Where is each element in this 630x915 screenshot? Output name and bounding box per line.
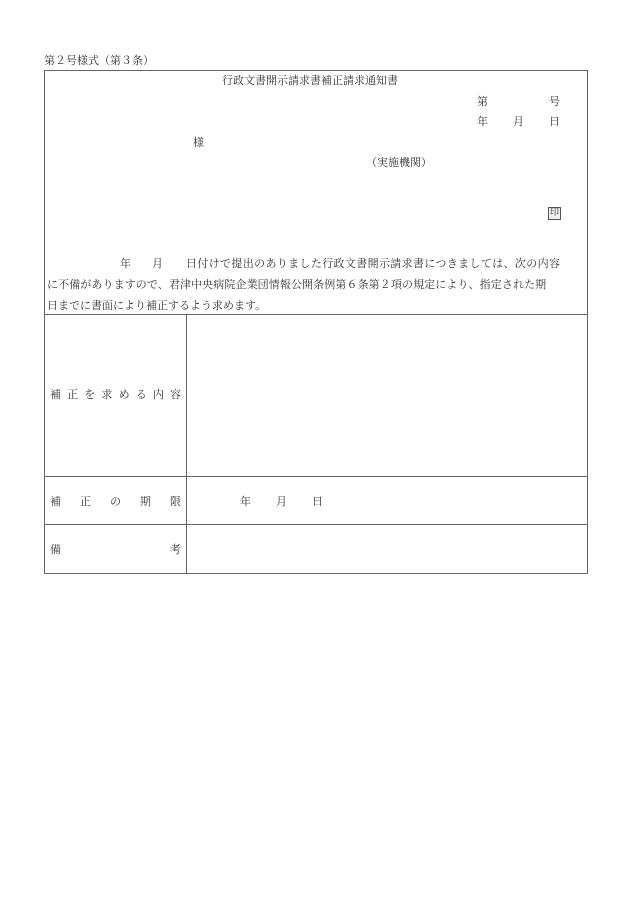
form-label: 第２号様式（第３条） xyxy=(44,54,154,67)
body-year: 年 xyxy=(120,257,131,270)
body-line1-text: 日付けで提出のありました行政文書開示請求書につきましては、次の内容 xyxy=(186,257,561,270)
seal-icon: 印 xyxy=(549,208,559,218)
recipient-suffix: 様 xyxy=(193,136,204,149)
row-divider-1 xyxy=(44,476,587,477)
body-month: 月 xyxy=(152,257,163,270)
date-year: 年 xyxy=(477,115,488,128)
row-divider-2 xyxy=(44,524,587,525)
deadline-year: 年 xyxy=(240,495,251,508)
table-top-divider xyxy=(44,314,587,315)
number-prefix: 第 xyxy=(477,95,488,108)
number-suffix: 号 xyxy=(549,95,560,108)
label-remarks: 備 考 xyxy=(50,543,181,556)
label-correction-content: 補 正 を 求 め る 内 容 xyxy=(50,388,181,401)
deadline-month: 月 xyxy=(276,495,287,508)
correction-content-field[interactable] xyxy=(188,316,585,475)
document-title: 行政文書開示請求書補正請求通知書 xyxy=(222,74,398,87)
body-line3: 日までに書面により補正するよう求めます。 xyxy=(47,299,267,312)
column-divider xyxy=(186,314,187,573)
date-month: 月 xyxy=(513,115,524,128)
agency-label: （実施機関） xyxy=(366,156,432,169)
deadline-day: 日 xyxy=(312,495,323,508)
body-line2: に不備がありますので、君津中央病院企業団情報公開条例第６条第２項の規定により、指定された期 xyxy=(47,278,547,291)
label-correction-deadline: 補 正 の 期 限 xyxy=(50,495,181,508)
remarks-field[interactable] xyxy=(188,526,585,572)
body-line1 xyxy=(47,258,560,269)
date-day: 日 xyxy=(549,115,560,128)
